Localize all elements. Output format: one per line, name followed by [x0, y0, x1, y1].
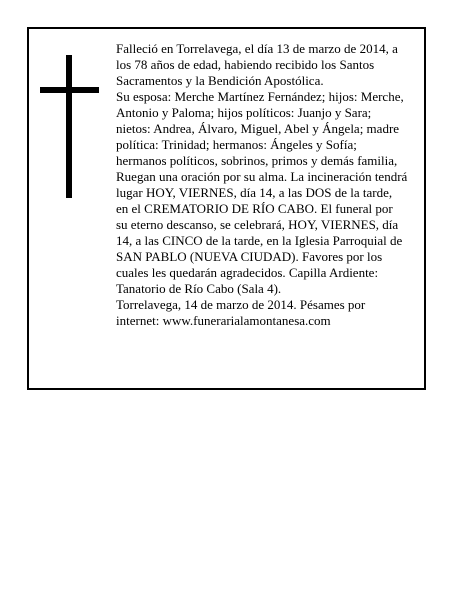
- obituary-line: su eterno descanso, se celebrará, HOY, VIERNES, día: [116, 217, 399, 232]
- obituary-line: internet: www.funerarialamontanesa.com: [116, 313, 331, 328]
- obituary-line: Su esposa: Merche Martínez Fernández; hijos: Merche,: [116, 89, 404, 104]
- cross-vertical-bar: [66, 55, 72, 198]
- obituary-line: lugar HOY, VIERNES, día 14, a las DOS de la tarde,: [116, 185, 393, 200]
- obituary-line: los 78 años de edad, habiendo recibido los Santos: [116, 57, 375, 72]
- obituary-line: Ruegan una oración por su alma. La incineración tendrá: [116, 169, 408, 184]
- obituary-text: [116, 41, 421, 329]
- obituary-line: Tanatorio de Río Cabo (Sala 4).: [116, 281, 282, 296]
- obituary-line: Sacramentos y la Bendición Apostólica.: [116, 73, 324, 88]
- obituary-line: hermanos políticos, sobrinos, primos y demás familia,: [116, 153, 398, 168]
- obituary-line: Torrelavega, 14 de marzo de 2014. Pésames por: [116, 297, 366, 312]
- obituary-line: nietos: Andrea, Álvaro, Miguel, Abel y Ángela; madre: [116, 121, 400, 136]
- obituary-line: política: Trinidad; hermanos: Ángeles y Sofía;: [116, 137, 357, 152]
- obituary-line: Falleció en Torrelavega, el día 13 de marzo de 2014, a: [116, 41, 398, 56]
- cross-horizontal-bar: [40, 87, 99, 93]
- obituary-notice: [27, 27, 426, 390]
- obituary-line: 14, a las CINCO de la tarde, en la Iglesia Parroquial de: [116, 233, 403, 248]
- obituary-line: SAN PABLO (NUEVA CIUDAD). Favores por los: [116, 249, 383, 264]
- obituary-line: cuales les quedarán agradecidos. Capilla Ardiente:: [116, 265, 379, 280]
- obituary-line: en el CREMATORIO DE RÍO CABO. El funeral por: [116, 201, 393, 216]
- obituary-line: Antonio y Paloma; hijos políticos: Juanjo y Sara;: [116, 105, 372, 120]
